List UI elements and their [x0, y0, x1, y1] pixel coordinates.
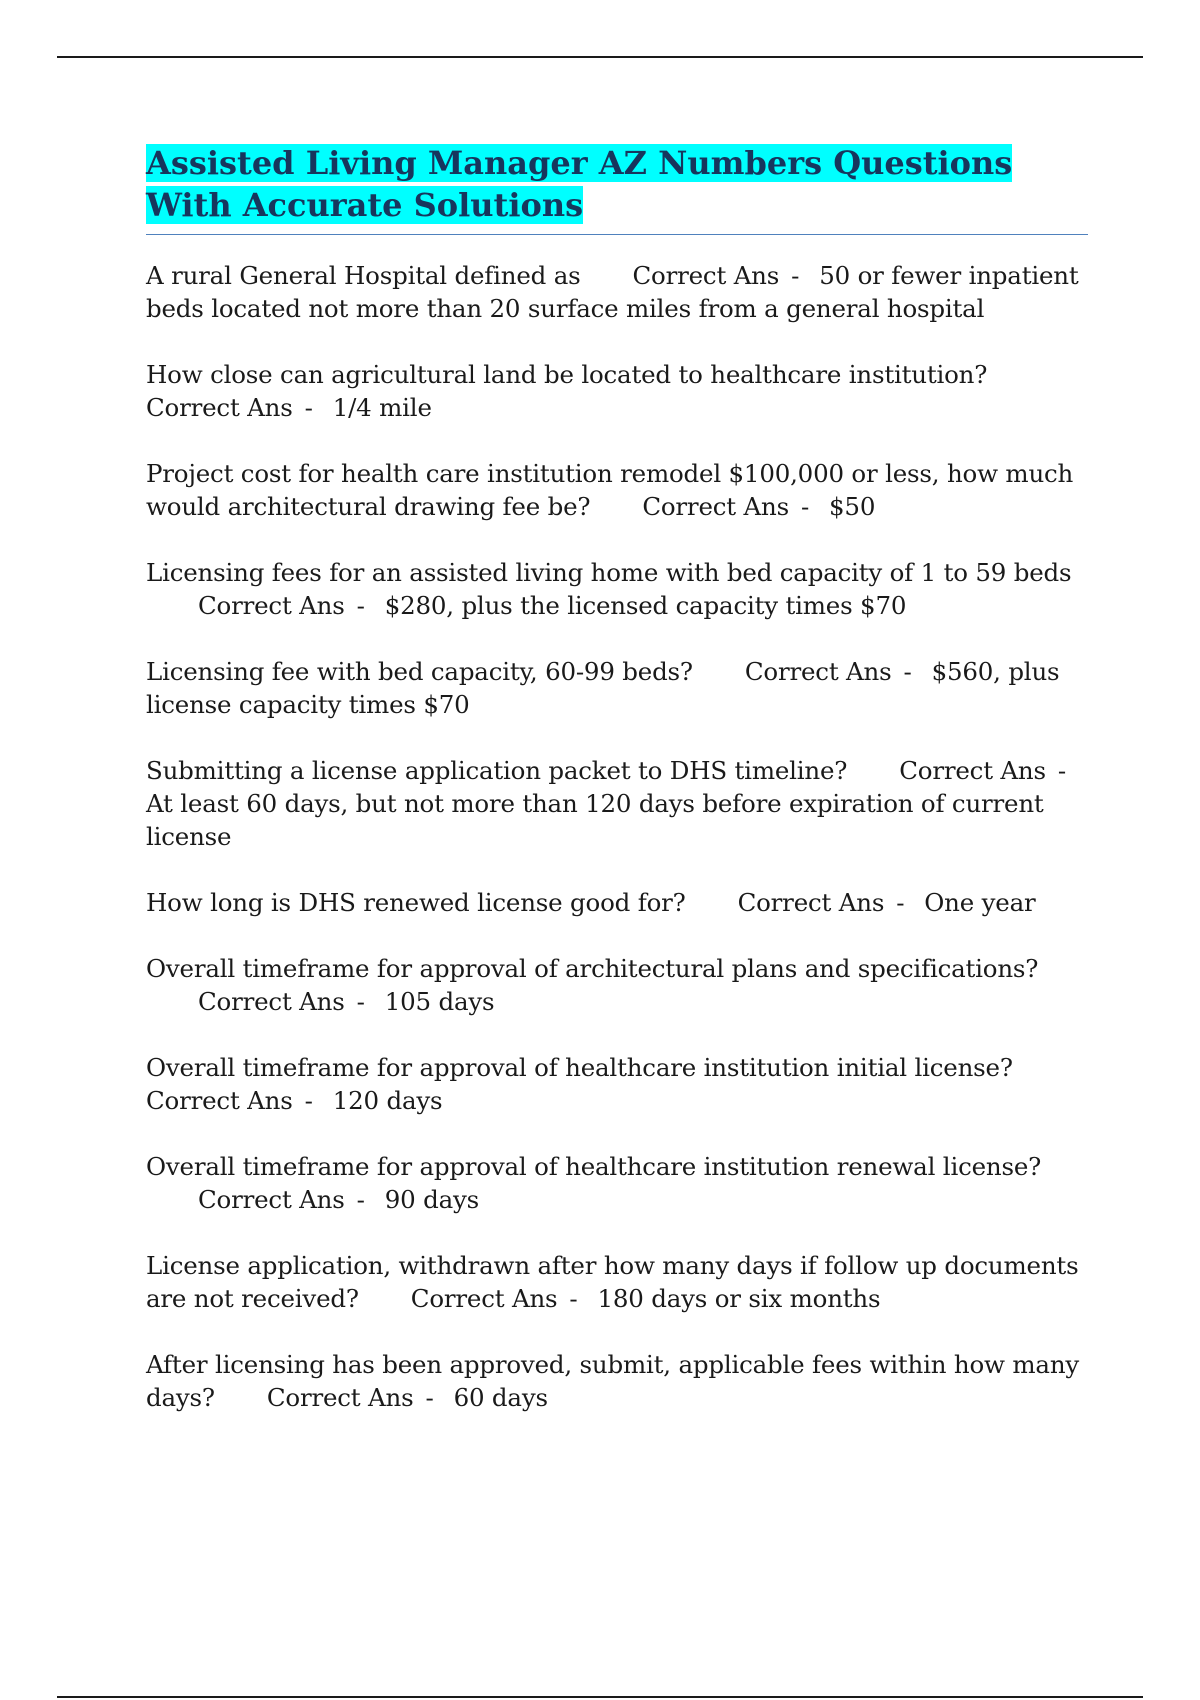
question-text: Project cost for health care institution remodel $100,000 or less, how much would architectural drawing fee be?	[146, 459, 1074, 521]
answer-dash: -	[425, 1383, 434, 1412]
answer-label: Correct Ans	[744, 657, 892, 686]
answer-text: 50 or fewer inpatient beds located not more than 20 surface miles from a general hospital	[146, 261, 1079, 323]
qa-item	[146, 358, 1088, 424]
qa-item	[146, 754, 1088, 853]
title-block	[146, 142, 1088, 235]
header-rule	[57, 56, 1143, 58]
question-text: Overall timeframe for approval of healthcare institution initial license?	[146, 1053, 1013, 1082]
answer-text: 105 days	[384, 987, 495, 1016]
qa-item	[146, 1150, 1088, 1216]
question-text: Overall timeframe for approval of architectural plans and specifications?	[146, 954, 1039, 983]
answer-text: $560, plus license capacity times $70	[146, 657, 1060, 719]
answer-dash: -	[356, 987, 365, 1016]
answer-label: Correct Ans	[737, 888, 885, 917]
qa-item	[146, 1348, 1088, 1414]
question-text: A rural General Hospital defined as	[146, 261, 581, 290]
question-text: After licensing has been approved, submit, applicable fees within how many days?	[146, 1350, 1080, 1412]
document-title	[146, 142, 1088, 226]
question-text: Overall timeframe for approval of healthcare institution renewal license?	[146, 1152, 1042, 1181]
qa-item	[146, 1249, 1088, 1315]
qa-item	[146, 1051, 1088, 1117]
answer-dash: -	[800, 492, 810, 521]
answer-text: One year	[924, 888, 1036, 917]
answer-label: Correct Ans	[410, 1284, 558, 1313]
answer-label: Correct Ans	[146, 393, 293, 422]
question-text: Submitting a license application packet to DHS timeline?	[146, 756, 848, 785]
question-text: How long is DHS renewed license good for?	[146, 888, 686, 917]
document-body	[146, 142, 1088, 1447]
answer-label: Correct Ans	[642, 492, 789, 521]
document-title-text: Assisted Living Manager AZ Numbers Questions With Accurate Solutions	[146, 144, 1013, 224]
qa-item	[146, 886, 1088, 919]
qa-item	[146, 556, 1088, 622]
answer-label: Correct Ans	[198, 987, 345, 1016]
question-text: How close can agricultural land be located to healthcare institution?	[146, 360, 988, 389]
answer-dash: -	[356, 1185, 365, 1214]
question-text: Licensing fee with bed capacity, 60-99 beds?	[146, 657, 693, 686]
answer-label: Correct Ans	[632, 261, 780, 290]
answer-dash: -	[356, 591, 365, 620]
answer-text: 180 days or six months	[597, 1284, 881, 1313]
answer-label: Correct Ans	[198, 1185, 345, 1214]
answer-text: 1/4 mile	[332, 393, 432, 422]
answer-dash: -	[304, 393, 313, 422]
answer-text: $280, plus the licensed capacity times $70	[384, 591, 907, 620]
answer-text: At least 60 days, but not more than 120 days before expiration of current license	[146, 789, 1044, 851]
answer-text: 60 days	[453, 1383, 548, 1412]
qa-item	[146, 952, 1088, 1018]
answer-dash: -	[791, 261, 800, 290]
answer-text: 120 days	[332, 1086, 443, 1115]
answer-dash: -	[903, 657, 912, 686]
answer-label: Correct Ans	[146, 1086, 293, 1115]
answer-dash: -	[304, 1086, 313, 1115]
qa-item	[146, 259, 1088, 325]
qa-item	[146, 457, 1088, 523]
answer-label: Correct Ans	[198, 591, 345, 620]
answer-dash: -	[1057, 756, 1066, 785]
answer-label: Correct Ans	[899, 756, 1046, 785]
answer-text: $50	[829, 492, 876, 521]
answer-text: 90 days	[384, 1185, 479, 1214]
footer-rule	[57, 1696, 1143, 1698]
answer-label: Correct Ans	[266, 1383, 414, 1412]
answer-dash: -	[569, 1284, 578, 1313]
question-text: Licensing fees for an assisted living home with bed capacity of 1 to 59 beds	[146, 558, 1072, 587]
qa-item	[146, 655, 1088, 721]
question-text: License application, withdrawn after how many days if follow up documents are not received?	[146, 1251, 1079, 1313]
answer-dash: -	[896, 888, 905, 917]
qa-list	[146, 259, 1088, 1414]
